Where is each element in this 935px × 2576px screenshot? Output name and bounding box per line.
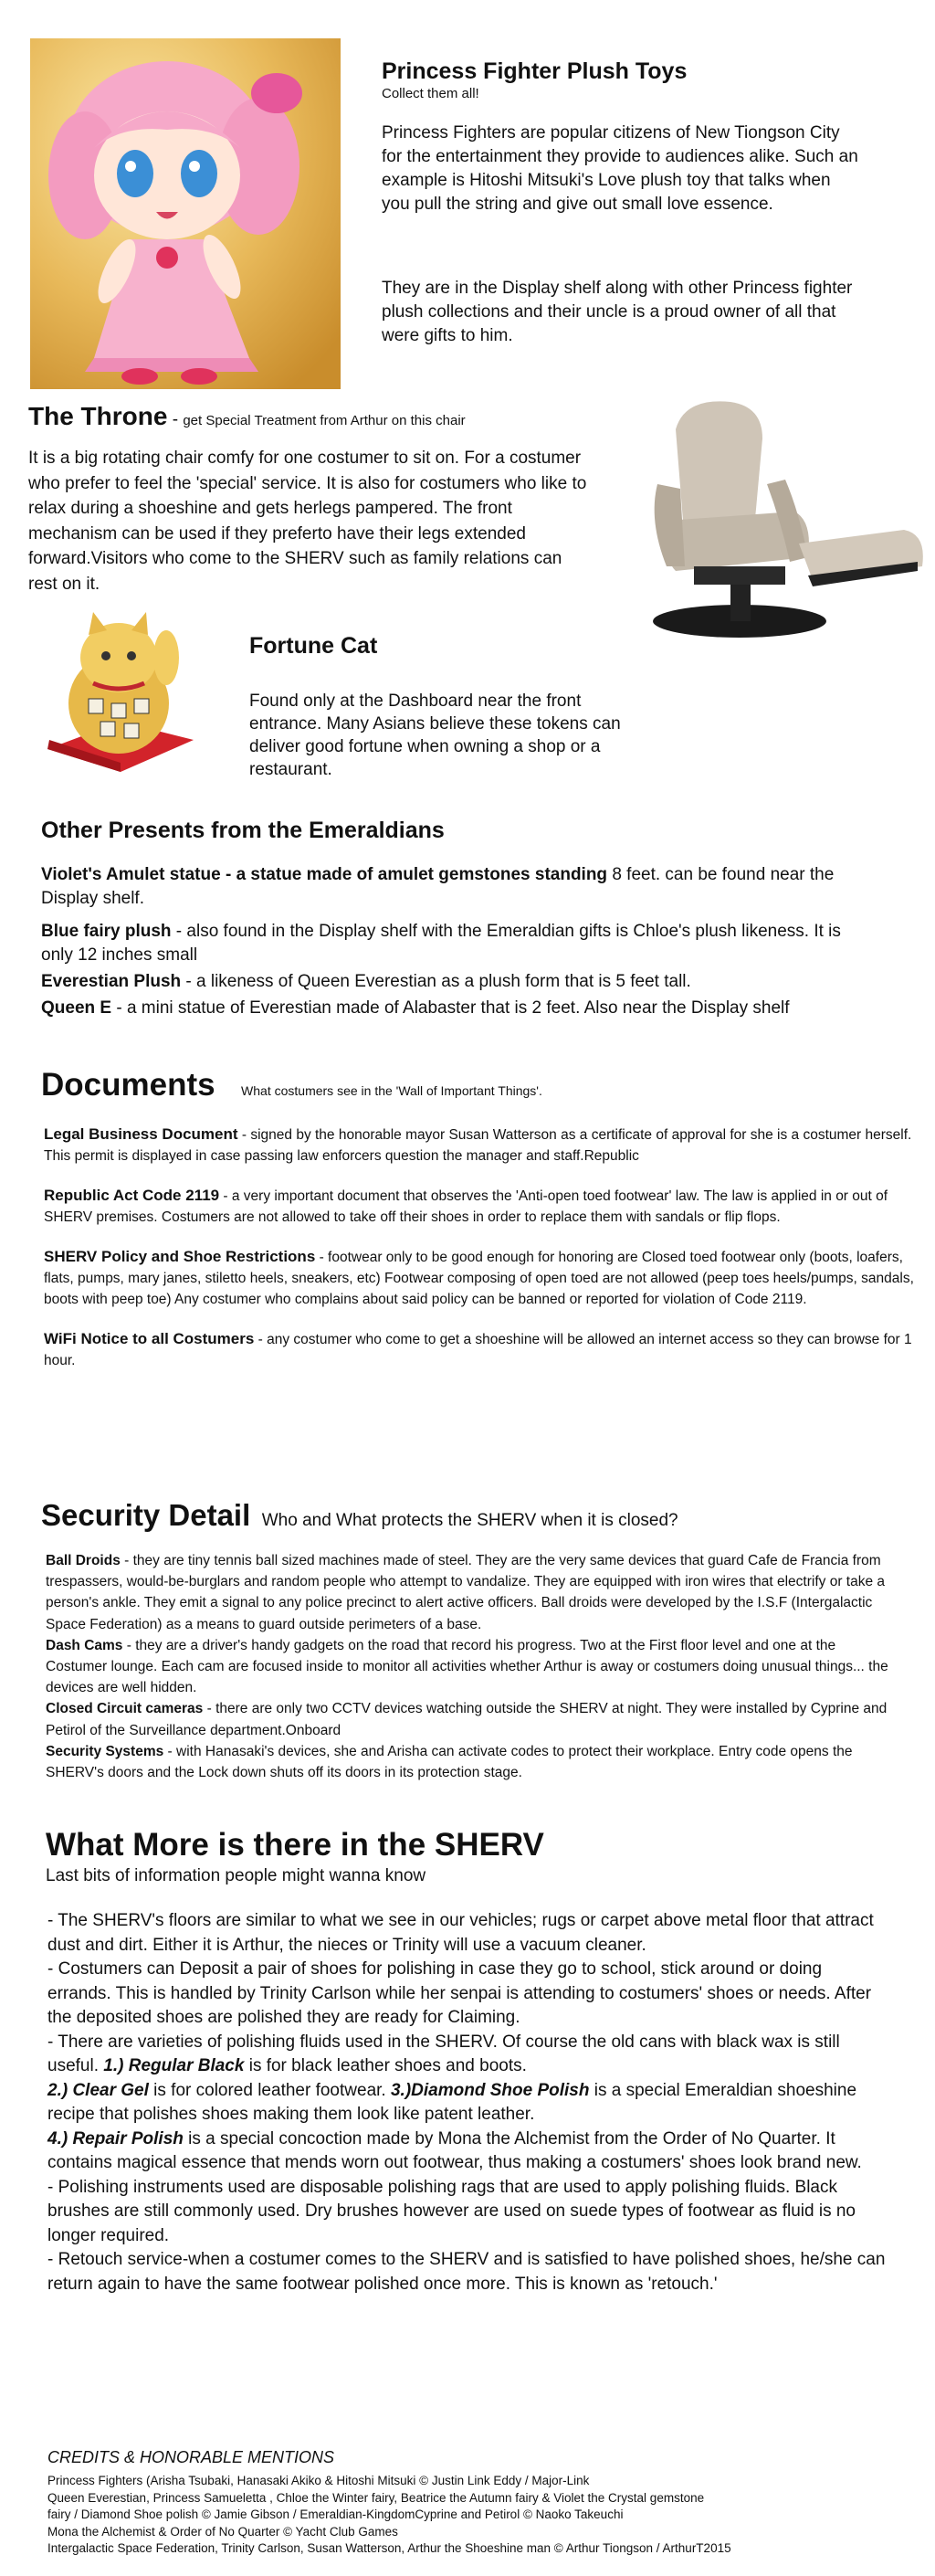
polish-intro: - There are varieties of polishing fluids used in the SHERV. Of course the old cans with black wax is still useful. [47,2032,840,2075]
security-item-label: Ball Droids [46,1553,121,1568]
polish-diamond-text: is a special Emeraldian shoeshine recipe that polishes shoes making them look like patent leather. [47,2080,857,2124]
present-item [41,920,872,967]
fortune-cat-title: Fortune Cat [249,633,378,659]
polish-regular-black-text: is for black leather shoes and boots. [244,2056,527,2075]
document-item-label: Legal Business Document [44,1125,238,1143]
document-item [44,1246,920,1310]
security-subtitle: Who and What protects the SHERV when it is closed? [261,1511,678,1530]
security-item-label: Dash Cams [46,1637,123,1653]
fortune-cat-image [38,603,198,776]
document-item-text: - a very important document that observes the 'Anti-open toed footwear' law. The law is applied in or out of SHERV premises. Costumers are not allowed to take off their shoes in order to replace them with sandals or flip flops. [44,1188,888,1225]
credit-line: Princess Fighters (Arisha Tsubaki, Hanasaki Akiko & Hitoshi Mitsuki © Justin Link Eddy / Major-Link [47,2474,590,2487]
document-item-text: - footwear only to be good enough for honoring are Closed toed footwear only (boots, loafers, flats, pumps, mary janes, stiletto heels, sneakers, etc) Footwear composing of open toed are not allowed (peep toes heels/pumps, sandals, boots with peep toe) Any costumer who complains about said policy can be banned or reported for violation of Code 2119. [44,1250,914,1307]
credit-line: Mona the Alchemist & Order of No Quarter © Yacht Club Games [47,2524,398,2539]
credit-line: Queen Everestian, Princess Samueletta , Chloe the Winter fairy, Beatrice the Autumn fairy & Violet the Crystal gemstone [47,2490,705,2505]
polish-diamond: 3.)Diamond Shoe Polish [390,2080,590,2100]
document-item [44,1328,920,1371]
documents-title: Documents [41,1067,215,1103]
security-item [46,1698,895,1740]
throne-separator: - [167,410,184,429]
present-item-label: Blue fairy plush [41,922,172,941]
more-paragraph-polish [47,2031,888,2176]
plush-subtitle: Collect them all! [382,86,479,101]
polish-clear-gel: 2.) Clear Gel [47,2080,149,2100]
present-item-text: - a likeness of Queen Everestian as a plush form that is 5 feet tall. [181,972,691,991]
document-item-text: - any costumer who come to get a shoeshine will be allowed an internet access so they can browse for 1 hour. [44,1332,912,1368]
present-item-text: - also found in the Display shelf with the Emeraldian gifts is Chloe's plush likeness. It is only 12 inches small [41,922,841,965]
documents-heading [41,1067,542,1103]
security-item [46,1550,895,1635]
more-body [47,1909,888,2296]
throne-title: The Throne [28,402,168,430]
polish-repair-text: is a special concoction made by Mona the Alchemist from the Order of No Quarter. It contains magical essence that mends worn out footwear, thus making a costumers' shoes look brand new. [47,2128,862,2172]
present-item-label: Violet's Amulet statue - a statue made of amulet gemstones standing [41,865,608,884]
credits-list [47,2473,924,2558]
presents-list [41,863,872,1020]
security-item [46,1635,895,1699]
polish-repair: 4.) Repair Polish [47,2128,184,2148]
document-item-label: WiFi Notice to all Costumers [44,1330,255,1347]
throne-heading [28,402,466,431]
document-item-text: - signed by the honorable mayor Susan Watterson as a certificate of approval for she is a costumer herself. This permit is displayed in case passing law enforcers question the manager and staff.Republic [44,1127,912,1164]
more-title: What More is there in the SHERV [46,1827,544,1863]
documents-list [44,1124,920,1371]
document-item-label: Republic Act Code 2119 [44,1187,220,1204]
plush-toy-image [30,38,341,389]
security-list [46,1550,895,1783]
security-title: Security Detail [41,1498,251,1532]
credit-line: Intergalactic Space Federation, Trinity Carlson, Susan Watterson, Arthur the Shoeshine man © Arthur Tiongson / ArthurT2015 [47,2541,731,2555]
security-item-text: - there are only two CCTV devices watching outside the SHERV at night. They were installed by Cyprine and Petirol of the Surveillance department.Onboard [46,1701,888,1738]
security-item-text: - with Hanasaki's devices, she and Arisha can activate codes to protect their workplace. Entry code opens the SHERV's doors and the Lock down shuts off its doors in its protection stage. [46,1743,853,1781]
more-paragraph: - Retouch service-when a costumer comes to the SHERV and is satisfied to have polished shoes, he/she can return again to have the same footwear polished once more. This is known as 'retouch.' [47,2250,886,2294]
plush-paragraph-2: They are in the Display shelf along with other Princess fighter plush collections and their uncle is a proud owner of all that were gifts to him. [382,279,853,345]
polish-clear-gel-text: is for colored leather footwear. [148,2080,391,2100]
polish-regular-black: 1.) Regular Black [103,2056,245,2075]
more-subtitle: Last bits of information people might wanna know [46,1866,426,1885]
credits-title: CREDITS & HONORABLE MENTIONS [47,2448,335,2466]
document-item-label: SHERV Policy and Shoe Restrictions [44,1248,316,1265]
security-item-label: Closed Circuit cameras [46,1701,204,1717]
fortune-cat-body: Found only at the Dashboard near the front entrance. Many Asians believe these tokens can deliver good fortune when owning a shop or a restaurant. [249,692,621,779]
throne-subtitle: get Special Treatment from Arthur on this chair [183,413,466,428]
present-item [41,970,872,994]
present-item-text: 8 feet. can be found near the Display shelf. [41,865,835,908]
present-item-label: Everestian Plush [41,972,182,991]
present-item [41,863,872,911]
present-item [41,997,872,1020]
credit-line: fairy / Diamond Shoe polish © Jamie Gibson / Emeraldian-KingdomCyprine and Petirol © Naoko Takeuchi [47,2507,624,2521]
security-item [46,1741,895,1783]
present-item-text: - a mini statue of Everestian made of Alabaster that is 2 feet. Also near the Display shelf [111,998,790,1018]
present-item-label: Queen E [41,998,112,1018]
more-paragraph: - Polishing instruments used are disposable polishing rags that are used to apply polishing fluids. Black brushes are still commonly used. Dry brushes however are used on suede types of footwear as fluid is no longer required. [47,2177,856,2245]
security-heading [41,1498,678,1533]
security-item-text: - they are tiny tennis ball sized machines made of steel. They are the very same devices that guard Cafe de Francia from trespassers, would-be-burglars and random people who attempt to vandalize. They are equipped with iron wires that electrify or take a person's ankle. They emit a signal to any police precinct to alert active officers. Ball droids were developed by the I.S.F (Intergalactic Space Federation) as a means to guard outside perimeters of a base. [46,1553,886,1632]
security-item-label: Security Systems [46,1743,164,1759]
presents-title: Other Presents from the Emeraldians [41,818,445,843]
plush-title: Princess Fighter Plush Toys [382,58,688,84]
document-item [44,1185,920,1228]
more-paragraph: - The SHERV's floors are similar to what we see in our vehicles; rugs or carpet above metal floor that attract dust and dirt. Either it is Arthur, the nieces or Trinity will use a vacuum cleaner. [47,1911,874,1955]
security-item-text: - they are a driver's handy gadgets on the road that record his progress. Two at the First floor level and one at the Costumer lounge. Each cam are focused inside to monitor all activities whether Arthur is away or costumers doing unusual things... the devices are well hidden. [46,1637,888,1696]
throne-body: It is a big rotating chair comfy for one costumer to sit on. For a costumer who prefer to feel the 'special' service. It is also for costumers who like to relax during a shoeshine and gets herlegs pampered. The front mechanism can be used if they preferto have their legs extended forward.Visitors who come to the SHERV such as family relations can rest on it. [28,449,587,594]
documents-subtitle: What costumers see in the 'Wall of Important Things'. [241,1083,542,1098]
recliner-chair-image [594,384,933,649]
plush-paragraph-1: Princess Fighters are popular citizens of New Tiongson City for the entertainment they provide to audiences alike. Such an example is Hitoshi Mitsuki's Love plush toy that talks when you pull the string and give out small love essence. [382,123,858,214]
document-item [44,1124,920,1167]
more-paragraph: - Costumers can Deposit a pair of shoes for polishing in case they go to school, stick around or doing errands. This is handled by Trinity Carlson while her senpai is attending to costumers' shoes or needs. After the deposited shoes are polished they are ready for Claiming. [47,1959,872,2027]
